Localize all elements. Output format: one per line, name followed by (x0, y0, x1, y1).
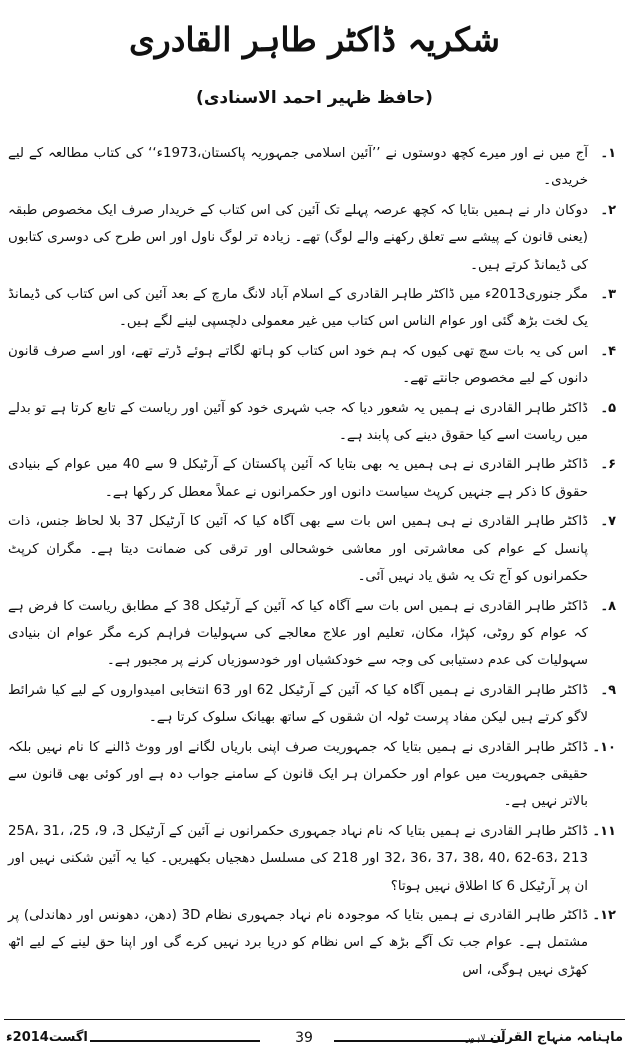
list-item (8, 818, 622, 900)
footer-line-left (90, 1040, 260, 1042)
list-item-number: ۱۱۔ (592, 823, 616, 839)
list-item-text: ڈاکٹر طاہر القادری نے ہمیں بتایا کہ نام نہاد جمہوری حکمرانوں نے آئین کے آرٹیکل 3، 9، 25، 25A، 31، 32، 36، 37، 38، 40، 62-63، 213 اور 218 کی مسلسل دھجیاں بکھیریں۔ کیا یہ آئین شکنی نہیں اور ان پر آرٹیکل 6 کا اطلاق نہیں ہوتا؟ (8, 823, 588, 894)
list-item (8, 508, 622, 590)
list-item-text: ڈاکٹر طاہر القادری نے ہمیں آگاہ کیا کہ آئین کے آرٹیکل 62 اور 63 انتخابی امیدواروں کے لیے کیا شرائط لاگو کرتے ہیں لیکن مفاد پرست ٹولہ ان شقوں کے ساتھ بھیانک سلوک کرتا ہے۔ (8, 682, 588, 726)
list-item (8, 197, 622, 279)
list-item-text: دوکان دار نے ہمیں بتایا کہ کچھ عرصہ پہلے تک آئین کی اس کتاب کے خریدار صرف ایک مخصوص طبقہ (یعنی قانون کے پیشے سے تعلق رکھنے والے لوگ) تھے۔ زیادہ تر لوگ ناول اور اس طرح کی دوسری کتابوں کی ڈیمانڈ کرتے ہیں۔ (8, 202, 588, 273)
list-item-number: ۶۔ (600, 457, 616, 473)
list-item-text: اس کی یہ بات سچ تھی کیوں کہ ہم خود اس کتاب کو ہاتھ لگاتے ہوئے ڈرتے تھے، اور اسے صرف قانون دانوں کے لیے مخصوص جانتے تھے۔ (8, 343, 588, 387)
list-item (8, 677, 622, 732)
list-item (8, 451, 622, 506)
list-item (8, 140, 622, 195)
list-item-number: ۹۔ (600, 682, 616, 698)
list-item-number: ۳۔ (600, 287, 616, 303)
list-item-text: مگر جنوری2013ء میں ڈاکٹر طاہر القادری کے اسلام آباد لانگ مارچ کے بعد آئین کی اس کتاب کی ڈیمانڈ یک لخت بڑھ گئی اور عوام الناس اس کتاب میں غیر معمولی دلچسپی لینے لگے ہیں۔ (8, 287, 588, 330)
footer-divider (4, 1019, 625, 1020)
page-footer (6, 1030, 623, 1052)
list-item-number: ۸۔ (600, 598, 616, 614)
list-item-text: ڈاکٹر طاہر القادری نے ہی ہمیں اس بات سے بھی آگاہ کیا کہ آئین کا آرٹیکل 37 بلا لحاظ جنس، ذات پانسل کے عوام کی معاشرتی اور معاشی خوشحالی اور ترقی کی ضمانت دیتا ہے۔ مگران کرپٹ حکمرانوں کو آج تک یہ شق یاد نہیں آئی۔ (8, 514, 588, 585)
list-item-text: ڈاکٹر طاہر القادری نے ہی ہمیں یہ بھی بتایا کہ آئین پاکستان کے آرٹیکل 9 سے 40 میں عوام کے بنیادی حقوق کا ذکر ہے جنہیں کرپٹ سیاست دانوں اور حکمرانوں نے عملاً معطل کر رکھا ہے۔ (8, 457, 589, 500)
list-item-number: ۱۲۔ (592, 907, 616, 923)
list-item (8, 902, 622, 984)
page-number: 39 (295, 1030, 313, 1046)
list-item-number: ۷۔ (600, 514, 616, 530)
list-item-number: ۵۔ (600, 400, 616, 416)
list-item-number: ۲۔ (600, 202, 616, 218)
list-item-text: آج میں نے اور میرے کچھ دوستوں نے ’’آئین اسلامی جمہوریہ پاکستان،1973ء‘‘ کی کتاب مطالعہ کے لیے خریدی۔ (8, 146, 588, 189)
list-item-number: ۴۔ (600, 343, 616, 359)
list-item (8, 395, 622, 450)
article-author: (حافظ ظہیر احمد الاسنادی) (196, 88, 433, 108)
list-item (8, 593, 622, 675)
list-item (8, 734, 622, 816)
list-item (8, 281, 622, 336)
list-item-number: ۱۰۔ (592, 739, 616, 755)
magazine-title: ماہنامہ منہاج القرآن (489, 1030, 623, 1045)
magazine-city: لاہور (466, 1034, 486, 1044)
list-item-text: ڈاکٹر طاہر القادری نے ہمیں بتایا کہ موجودہ نام نہاد جمہوری نظام 3D (دھن، دھونس اور دھاندلی) پر مشتمل ہے۔ عوام جب تک آگے بڑھ کے اس نظام کو دریا برد نہیں کرے گی اور اپنا حق لینے کے لیے اٹھ کھڑی نہیں ہوگی، اس (8, 907, 588, 978)
list-item-text: ڈاکٹر طاہر القادری نے ہمیں اس بات سے آگاہ کیا کہ آئین کے آرٹیکل 38 کے مطابق ریاست کا فرض ہے کہ عوام کو روٹی، کپڑا، مکان، تعلیم اور علاج معالجے کی سہولیات فراہم کرے مگر عوام ان بنیادی سہولیات کی عدم دستیابی کی وجہ سے خودکشیاں اور خودسوزیاں کرنے پر مجبور ہے۔ (8, 598, 588, 669)
list-item (8, 338, 622, 393)
list-item-number: ۱۔ (600, 146, 616, 161)
numbered-list (8, 140, 622, 986)
issue-date: اگست2014ء (6, 1030, 88, 1045)
list-item-text: ڈاکٹر طاہر القادری نے ہمیں یہ شعور دیا کہ جب شہری خود کو آئین اور ریاست کے تابع کرتا ہے تو بدلے میں ریاست اسے کیا حقوق دینے کی پابند ہے۔ (8, 400, 588, 444)
list-item-text: ڈاکٹر طاہر القادری نے ہمیں بتایا کہ جمہوریت صرف اپنی باریاں لگانے اور ووٹ ڈالنے کا نام نہیں بلکہ حقیقی جمہوریت میں عوام اور حکمران ہر ایک قانون کے سامنے جواب دہ ہے اور کوئی بھی قانون سے بالاتر نہیں ہے۔ (8, 739, 588, 810)
article-title: شکریہ ڈاکٹر طاہر القادری (128, 20, 501, 59)
magazine-name (466, 1030, 623, 1045)
